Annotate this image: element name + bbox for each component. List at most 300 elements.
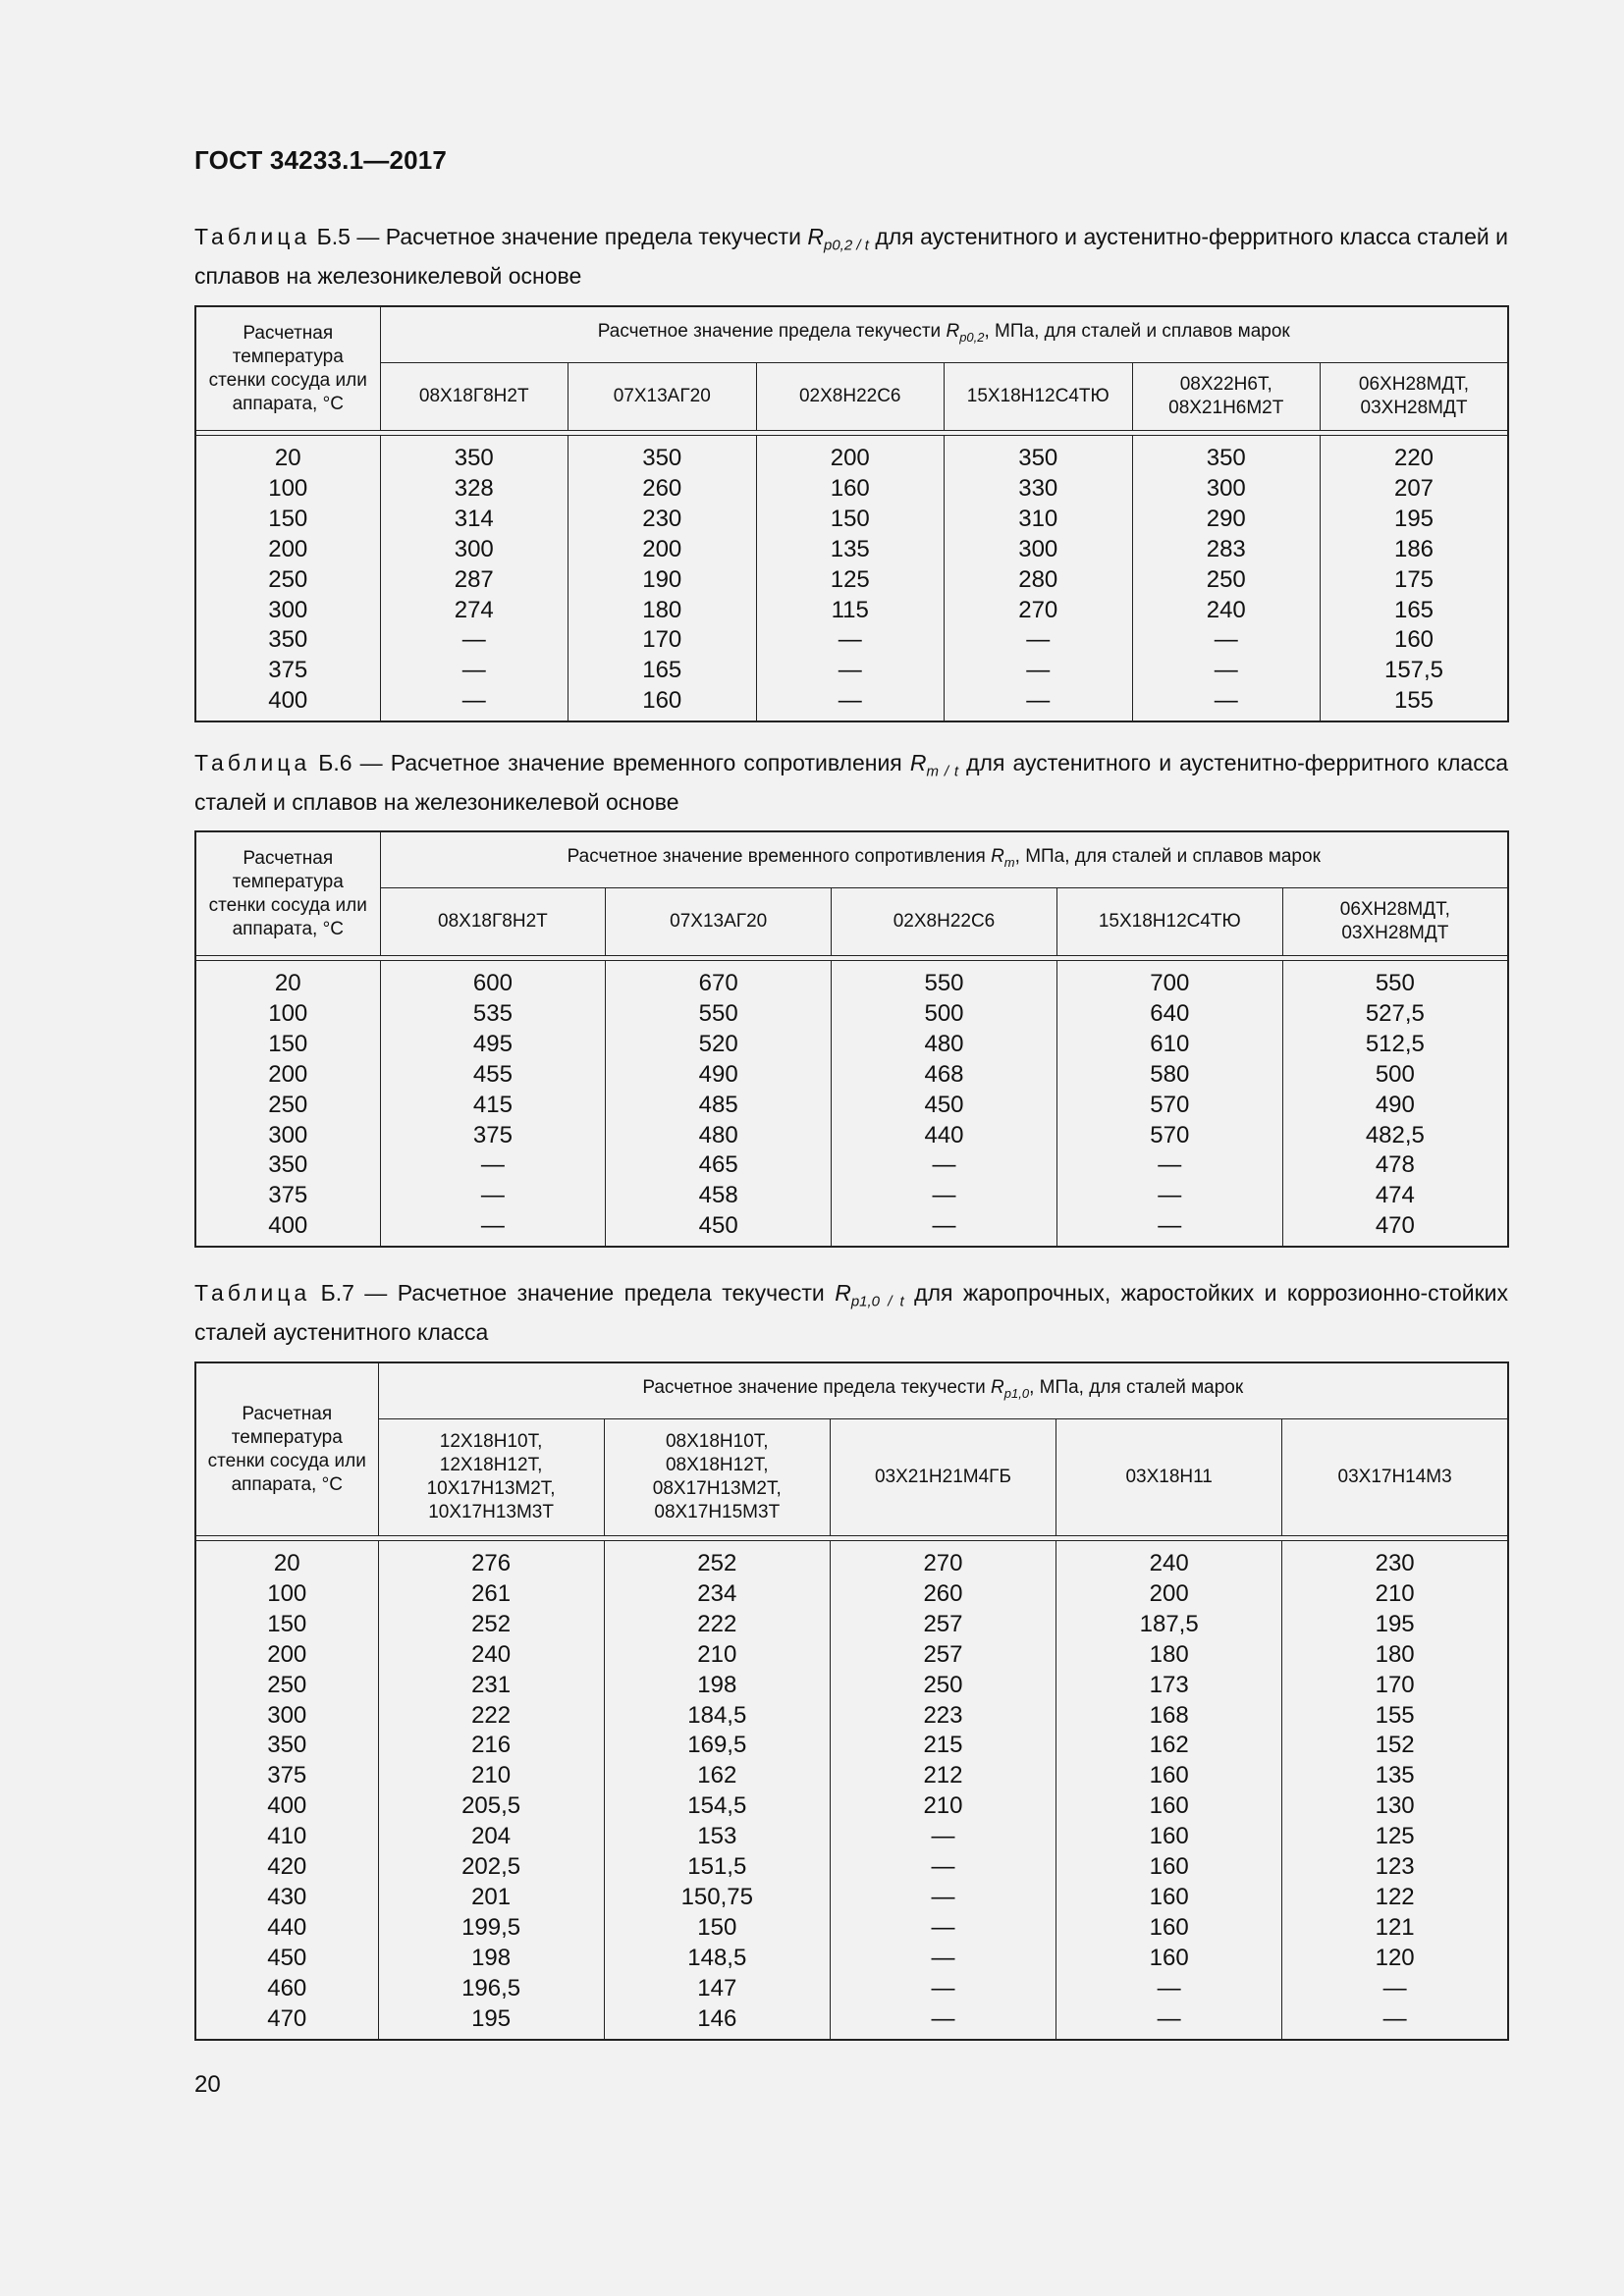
value-cell: 350	[380, 436, 568, 474]
value-cell: 160	[1056, 1913, 1282, 1944]
value-cell: —	[380, 656, 568, 686]
value-cell: 230	[1282, 1541, 1508, 1579]
caption-text-post: для аустенитного и аустенитно-ферритного класса сталей и сплавов на железоникелевой основе	[194, 224, 1508, 289]
value-cell: 187,5	[1056, 1610, 1282, 1640]
temperature-cell: 400	[195, 686, 380, 721]
table-row	[195, 1701, 1508, 1732]
table-row	[195, 1060, 1508, 1091]
value-cell: 270	[830, 1541, 1056, 1579]
value-cell: —	[832, 1211, 1057, 1247]
value-cell: 500	[832, 999, 1057, 1030]
temperature-cell: 300	[195, 1121, 380, 1151]
value-cell: 207	[1321, 474, 1509, 505]
table-row	[195, 625, 1508, 656]
value-cell: 147	[604, 1974, 830, 2004]
value-cell: 314	[380, 505, 568, 535]
value-cell: 520	[606, 1030, 832, 1060]
column-header-steel-grade: 08Х18Н10Т, 08Х18Н12Т, 08Х17Н13М2Т, 08Х17Н15М3Т	[604, 1419, 830, 1536]
value-cell: 125	[756, 565, 945, 596]
caption-number: Б.6	[318, 750, 352, 775]
caption-text-pre: — Расчетное значение временного сопротивления	[352, 750, 910, 775]
group-header-sym: R	[946, 321, 960, 343]
value-cell: 175	[1321, 565, 1509, 596]
value-cell: 490	[606, 1060, 832, 1091]
table-row	[195, 474, 1508, 505]
value-cell: —	[1132, 625, 1321, 656]
column-header-steel-grade: 07Х13АГ20	[606, 888, 832, 956]
value-cell: —	[1056, 1211, 1282, 1247]
caption-label: Таблица	[194, 224, 311, 249]
temperature-cell: 460	[195, 1974, 378, 2004]
temperature-cell: 250	[195, 1671, 378, 1701]
value-cell: —	[380, 686, 568, 721]
value-cell: 230	[568, 505, 757, 535]
value-cell: 205,5	[378, 1791, 604, 1822]
value-cell: —	[830, 1852, 1056, 1883]
temperature-cell: 150	[195, 1030, 380, 1060]
document-header: ГОСТ 34233.1—2017	[194, 145, 448, 175]
value-cell: 527,5	[1282, 999, 1508, 1030]
value-cell: 250	[830, 1671, 1056, 1701]
column-header-steel-grade: 07Х13АГ20	[568, 363, 757, 431]
value-cell: 580	[1056, 1060, 1282, 1091]
temperature-cell: 20	[195, 961, 380, 999]
value-cell: 440	[832, 1121, 1057, 1151]
table-b7-caption	[194, 1278, 1508, 1348]
value-cell: 250	[1132, 565, 1321, 596]
value-cell: 290	[1132, 505, 1321, 535]
temperature-cell: 350	[195, 1731, 378, 1761]
value-cell: —	[380, 625, 568, 656]
value-cell: 165	[1321, 596, 1509, 626]
value-cell: 470	[1282, 1211, 1508, 1247]
value-cell: —	[1282, 1974, 1508, 2004]
value-cell: 450	[606, 1211, 832, 1247]
value-cell: 535	[380, 999, 606, 1030]
temperature-cell: 200	[195, 1060, 380, 1091]
group-header-sym: R	[991, 846, 1004, 868]
temperature-cell: 200	[195, 535, 380, 565]
value-cell: —	[945, 656, 1133, 686]
value-cell: 195	[1282, 1610, 1508, 1640]
value-cell: 550	[832, 961, 1057, 999]
group-header-post: , МПа, для сталей и сплавов марок	[1014, 846, 1321, 868]
value-cell: —	[830, 1883, 1056, 1913]
value-cell: 200	[756, 436, 945, 474]
table-row	[195, 596, 1508, 626]
table-b7	[194, 1362, 1509, 2041]
table-row	[195, 1579, 1508, 1610]
value-cell: 160	[1056, 1761, 1282, 1791]
value-cell: —	[830, 1822, 1056, 1852]
value-cell: 280	[945, 565, 1133, 596]
value-cell: 170	[568, 625, 757, 656]
table-row	[195, 1913, 1508, 1944]
value-cell: 204	[378, 1822, 604, 1852]
group-header-post: , МПа, для сталей и сплавов марок	[984, 321, 1290, 343]
table-row	[195, 565, 1508, 596]
value-cell: 350	[568, 436, 757, 474]
value-cell: 135	[1282, 1761, 1508, 1791]
value-cell: 234	[604, 1579, 830, 1610]
value-cell: —	[945, 625, 1133, 656]
value-cell: 260	[568, 474, 757, 505]
temperature-cell: 470	[195, 2004, 378, 2040]
value-cell: 252	[378, 1610, 604, 1640]
value-cell: —	[945, 686, 1133, 721]
value-cell: 155	[1321, 686, 1509, 721]
group-header-sub: p0,2	[959, 329, 985, 345]
value-cell: 152	[1282, 1731, 1508, 1761]
temperature-cell: 250	[195, 565, 380, 596]
value-cell: 148,5	[604, 1944, 830, 1974]
value-cell: 310	[945, 505, 1133, 535]
value-cell: 202,5	[378, 1852, 604, 1883]
value-cell: —	[830, 1974, 1056, 2004]
column-group-header	[380, 306, 1508, 363]
value-cell: 160	[1056, 1883, 1282, 1913]
temperature-cell: 450	[195, 1944, 378, 1974]
value-cell: 485	[606, 1091, 832, 1121]
temperature-cell: 20	[195, 1541, 378, 1579]
value-cell: 125	[1282, 1822, 1508, 1852]
value-cell: 328	[380, 474, 568, 505]
value-cell: 495	[380, 1030, 606, 1060]
table-row	[195, 1944, 1508, 1974]
value-cell: 550	[606, 999, 832, 1030]
table-row	[195, 1121, 1508, 1151]
value-cell: 180	[1056, 1640, 1282, 1671]
table-row	[195, 1852, 1508, 1883]
value-cell: 170	[1282, 1671, 1508, 1701]
column-header-steel-grade: 06ХН28МДТ, 03ХН28МДТ	[1321, 363, 1509, 431]
value-cell: 210	[830, 1791, 1056, 1822]
group-header-sub: p1,0	[1003, 1385, 1030, 1401]
value-cell: —	[380, 1211, 606, 1247]
value-cell: 151,5	[604, 1852, 830, 1883]
table-row	[195, 1541, 1508, 1579]
value-cell: 257	[830, 1640, 1056, 1671]
value-cell: —	[380, 1181, 606, 1211]
value-cell: —	[756, 686, 945, 721]
table-row	[195, 1731, 1508, 1761]
table-row	[195, 535, 1508, 565]
value-cell: —	[1132, 686, 1321, 721]
value-cell: 121	[1282, 1913, 1508, 1944]
value-cell: 455	[380, 1060, 606, 1091]
column-header-steel-grade: 02Х8Н22С6	[756, 363, 945, 431]
temperature-cell: 150	[195, 1610, 378, 1640]
value-cell: 222	[604, 1610, 830, 1640]
value-cell: 500	[1282, 1060, 1508, 1091]
temperature-cell: 375	[195, 1181, 380, 1211]
value-cell: 216	[378, 1731, 604, 1761]
table-row	[195, 505, 1508, 535]
table-row	[195, 1610, 1508, 1640]
temperature-cell: 400	[195, 1791, 378, 1822]
caption-subscript: m / t	[926, 763, 959, 780]
value-cell: —	[1056, 1974, 1282, 2004]
value-cell: 184,5	[604, 1701, 830, 1732]
caption-subscript: p0,2 / t	[824, 237, 869, 254]
value-cell: 153	[604, 1822, 830, 1852]
value-cell: 150	[756, 505, 945, 535]
value-cell: 201	[378, 1883, 604, 1913]
caption-number: Б.7	[320, 1280, 354, 1306]
value-cell: 115	[756, 596, 945, 626]
value-cell: 480	[606, 1121, 832, 1151]
value-cell: 195	[1321, 505, 1509, 535]
value-cell: 199,5	[378, 1913, 604, 1944]
value-cell: 415	[380, 1091, 606, 1121]
caption-number: Б.5	[316, 224, 351, 249]
caption-label: Таблица	[194, 1280, 311, 1306]
table-row	[195, 1761, 1508, 1791]
value-cell: 474	[1282, 1181, 1508, 1211]
value-cell: —	[756, 625, 945, 656]
value-cell: 480	[832, 1030, 1057, 1060]
value-cell: 670	[606, 961, 832, 999]
value-cell: 200	[1056, 1579, 1282, 1610]
temperature-cell: 200	[195, 1640, 378, 1671]
table-row	[195, 1640, 1508, 1671]
value-cell: 123	[1282, 1852, 1508, 1883]
temperature-cell: 430	[195, 1883, 378, 1913]
value-cell: 186	[1321, 535, 1509, 565]
page-number: 20	[194, 2071, 221, 2098]
column-header-steel-grade: 02Х8Н22С6	[832, 888, 1057, 956]
value-cell: 160	[1056, 1852, 1282, 1883]
value-cell: 122	[1282, 1883, 1508, 1913]
value-cell: 274	[380, 596, 568, 626]
table-row	[195, 1791, 1508, 1822]
value-cell: 157,5	[1321, 656, 1509, 686]
row-header-temperature: Расчетная температура стенки сосуда или аппарата, °С	[195, 306, 380, 431]
group-header-pre: Расчетное значение временного сопротивления	[567, 846, 992, 868]
value-cell: 260	[830, 1579, 1056, 1610]
caption-symbol: R	[835, 1280, 851, 1306]
temperature-cell: 100	[195, 1579, 378, 1610]
value-cell: —	[832, 1181, 1057, 1211]
temperature-cell: 100	[195, 474, 380, 505]
group-header-sub: m	[1003, 854, 1015, 870]
value-cell: 190	[568, 565, 757, 596]
value-cell: 180	[1282, 1640, 1508, 1671]
value-cell: 231	[378, 1671, 604, 1701]
value-cell: 155	[1282, 1701, 1508, 1732]
value-cell: 210	[1282, 1579, 1508, 1610]
column-header-steel-grade: 03Х17Н14М3	[1282, 1419, 1508, 1536]
value-cell: —	[380, 1150, 606, 1181]
value-cell: 468	[832, 1060, 1057, 1091]
table-b6	[194, 830, 1509, 1248]
value-cell: 300	[1132, 474, 1321, 505]
caption-symbol: R	[807, 224, 824, 249]
value-cell: —	[830, 2004, 1056, 2040]
group-header-sym: R	[991, 1377, 1004, 1399]
temperature-cell: 375	[195, 1761, 378, 1791]
value-cell: 570	[1056, 1121, 1282, 1151]
temperature-cell: 350	[195, 625, 380, 656]
temperature-cell: 150	[195, 505, 380, 535]
column-group-header	[378, 1362, 1508, 1419]
table-row	[195, 1671, 1508, 1701]
caption-text-post: для аустенитного и аустенитно-ферритного класса сталей и сплавов на железоникелевой основе	[194, 750, 1508, 815]
value-cell: —	[1056, 1181, 1282, 1211]
value-cell: 300	[945, 535, 1133, 565]
value-cell: 173	[1056, 1671, 1282, 1701]
value-cell: 210	[378, 1761, 604, 1791]
column-header-steel-grade: 06ХН28МДТ, 03ХН28МДТ	[1282, 888, 1508, 956]
group-header-pre: Расчетное значение предела текучести	[642, 1377, 992, 1399]
value-cell: 375	[380, 1121, 606, 1151]
temperature-cell: 410	[195, 1822, 378, 1852]
value-cell: 160	[1056, 1944, 1282, 1974]
value-cell: 120	[1282, 1944, 1508, 1974]
value-cell: 196,5	[378, 1974, 604, 2004]
value-cell: 210	[604, 1640, 830, 1671]
value-cell: 130	[1282, 1791, 1508, 1822]
column-header-steel-grade: 12Х18Н10Т, 12Х18Н12Т, 10Х17Н13М2Т, 10Х17Н13М3Т	[378, 1419, 604, 1536]
value-cell: 162	[604, 1761, 830, 1791]
value-cell: 490	[1282, 1091, 1508, 1121]
value-cell: 465	[606, 1150, 832, 1181]
temperature-cell: 350	[195, 1150, 380, 1181]
temperature-cell: 300	[195, 1701, 378, 1732]
value-cell: 200	[568, 535, 757, 565]
group-header-pre: Расчетное значение предела текучести	[597, 321, 947, 343]
table-row	[195, 2004, 1508, 2040]
table-row	[195, 1150, 1508, 1181]
value-cell: 700	[1056, 961, 1282, 999]
value-cell: 223	[830, 1701, 1056, 1732]
value-cell: —	[832, 1150, 1057, 1181]
column-header-steel-grade: 03Х18Н11	[1056, 1419, 1282, 1536]
caption-subscript: p1,0 / t	[850, 1293, 904, 1310]
value-cell: 458	[606, 1181, 832, 1211]
table-row	[195, 686, 1508, 721]
value-cell: —	[830, 1944, 1056, 1974]
value-cell: 270	[945, 596, 1133, 626]
temperature-cell: 440	[195, 1913, 378, 1944]
value-cell: 350	[1132, 436, 1321, 474]
value-cell: 160	[568, 686, 757, 721]
column-header-steel-grade: 15Х18Н12С4ТЮ	[945, 363, 1133, 431]
value-cell: 252	[604, 1541, 830, 1579]
value-cell: 150	[604, 1913, 830, 1944]
value-cell: 222	[378, 1701, 604, 1732]
temperature-cell: 375	[195, 656, 380, 686]
value-cell: 640	[1056, 999, 1282, 1030]
table-b5	[194, 305, 1509, 722]
value-cell: 135	[756, 535, 945, 565]
value-cell: —	[830, 1913, 1056, 1944]
column-header-steel-grade: 08Х18Г8Н2Т	[380, 363, 568, 431]
table-row	[195, 1030, 1508, 1060]
temperature-cell: 420	[195, 1852, 378, 1883]
value-cell: 146	[604, 2004, 830, 2040]
table-row	[195, 1181, 1508, 1211]
value-cell: 195	[378, 2004, 604, 2040]
temperature-cell: 100	[195, 999, 380, 1030]
value-cell: —	[1132, 656, 1321, 686]
value-cell: 160	[1321, 625, 1509, 656]
value-cell: 215	[830, 1731, 1056, 1761]
value-cell: 600	[380, 961, 606, 999]
table-b6-caption	[194, 748, 1508, 818]
row-header-temperature: Расчетная температура стенки сосуда или аппарата, °С	[195, 1362, 378, 1536]
value-cell: 240	[1056, 1541, 1282, 1579]
caption-text-pre: — Расчетное значение предела текучести	[353, 1280, 836, 1306]
temperature-cell: 20	[195, 436, 380, 474]
value-cell: 283	[1132, 535, 1321, 565]
value-cell: 300	[380, 535, 568, 565]
column-header-steel-grade: 08Х22Н6Т, 08Х21Н6М2Т	[1132, 363, 1321, 431]
value-cell: 330	[945, 474, 1133, 505]
value-cell: —	[1056, 1150, 1282, 1181]
row-header-temperature: Расчетная температура стенки сосуда или аппарата, °С	[195, 831, 380, 956]
column-header-steel-grade: 15Х18Н12С4ТЮ	[1056, 888, 1282, 956]
temperature-cell: 250	[195, 1091, 380, 1121]
value-cell: 512,5	[1282, 1030, 1508, 1060]
value-cell: 482,5	[1282, 1121, 1508, 1151]
value-cell: 160	[756, 474, 945, 505]
value-cell: —	[756, 656, 945, 686]
column-header-steel-grade: 03Х21Н21М4ГБ	[830, 1419, 1056, 1536]
value-cell: 261	[378, 1579, 604, 1610]
value-cell: 212	[830, 1761, 1056, 1791]
value-cell: 180	[568, 596, 757, 626]
value-cell: 287	[380, 565, 568, 596]
value-cell: 154,5	[604, 1791, 830, 1822]
temperature-cell: 300	[195, 596, 380, 626]
value-cell: 450	[832, 1091, 1057, 1121]
column-header-steel-grade: 08Х18Г8Н2Т	[380, 888, 606, 956]
value-cell: 165	[568, 656, 757, 686]
value-cell: 550	[1282, 961, 1508, 999]
caption-label: Таблица	[194, 750, 311, 775]
column-group-header	[380, 831, 1508, 888]
value-cell: —	[1282, 2004, 1508, 2040]
value-cell: 220	[1321, 436, 1509, 474]
value-cell: 160	[1056, 1791, 1282, 1822]
table-row	[195, 999, 1508, 1030]
value-cell: 198	[604, 1671, 830, 1701]
value-cell: 198	[378, 1944, 604, 1974]
caption-text-pre: — Расчетное значение предела текучести	[350, 224, 808, 249]
value-cell: 240	[378, 1640, 604, 1671]
table-b5-caption	[194, 222, 1508, 292]
value-cell: 276	[378, 1541, 604, 1579]
value-cell: 240	[1132, 596, 1321, 626]
caption-text-post: для жаропрочных, жаростойких и коррозионно-стойких сталей аустенитного класса	[194, 1280, 1509, 1345]
table-row	[195, 1974, 1508, 2004]
table-row	[195, 1822, 1508, 1852]
table-row	[195, 1211, 1508, 1247]
caption-symbol: R	[909, 750, 927, 775]
table-row	[195, 436, 1508, 474]
value-cell: 257	[830, 1610, 1056, 1640]
value-cell: 168	[1056, 1701, 1282, 1732]
value-cell: 570	[1056, 1091, 1282, 1121]
value-cell: 162	[1056, 1731, 1282, 1761]
temperature-cell: 400	[195, 1211, 380, 1247]
table-row	[195, 1883, 1508, 1913]
value-cell: 610	[1056, 1030, 1282, 1060]
value-cell: 169,5	[604, 1731, 830, 1761]
value-cell: 350	[945, 436, 1133, 474]
value-cell: 478	[1282, 1150, 1508, 1181]
